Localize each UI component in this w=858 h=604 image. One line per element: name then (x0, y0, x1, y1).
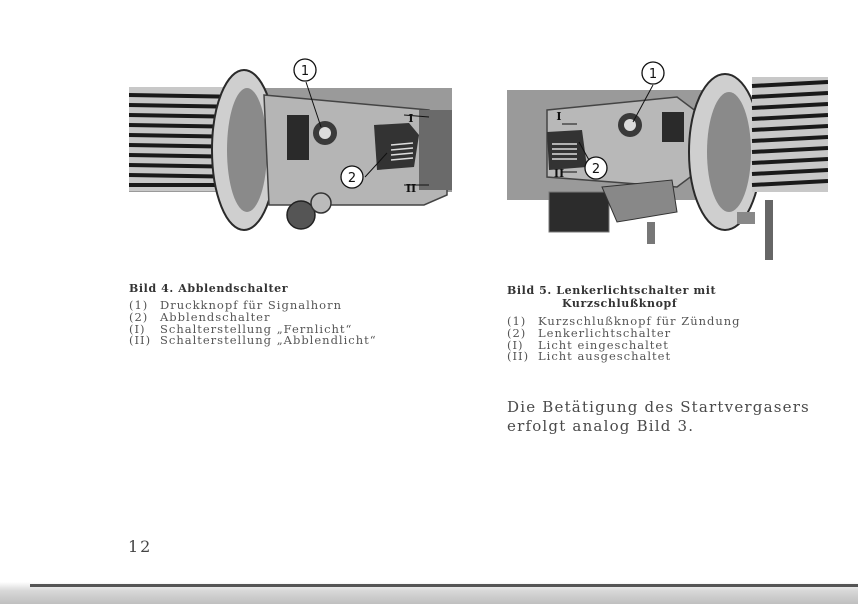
legend-number: (2) (507, 325, 527, 340)
figure-5-title-line-1: Bild 5. Lenkerlichtschalter mit (507, 284, 717, 297)
legend-text: Licht ausgeschaltet (538, 349, 672, 364)
figure-4-photo (129, 55, 452, 245)
fig4-roman-1: I (408, 112, 414, 125)
legend-number: (1) (507, 314, 527, 328)
figure-4-title: Bild 4. Abblendschalter (129, 282, 289, 295)
fig4-roman-2: II (405, 182, 417, 195)
legend-text: Lenkerlichtschalter (538, 325, 672, 340)
legend-number: (II) (507, 349, 530, 364)
figure-5-legend (507, 316, 741, 363)
fig5-roman-1: I (556, 110, 562, 123)
body-paragraph (507, 398, 810, 436)
legend-number: (I) (129, 321, 146, 336)
legend-text: Schalterstellung „Fernlicht“ (160, 321, 353, 336)
fig4-callout-1: 1 (300, 64, 310, 79)
legend-text: Licht eingeschaltet (538, 337, 669, 352)
legend-number: (2) (129, 309, 149, 324)
body-line-2: erfolgt analog Bild 3. (507, 417, 695, 435)
page-bottom-edge (30, 584, 858, 587)
fig5-callout-1: 1 (648, 67, 658, 82)
body-line-1: Die Betätigung des Startvergasers (507, 398, 810, 416)
legend-text: Kurzschlußknopf für Zündung (538, 314, 741, 328)
legend-number: (I) (507, 337, 524, 352)
fig5-callout-2: 2 (591, 162, 601, 177)
fig4-callout-2: 2 (347, 171, 357, 186)
fig5-roman-2: II (553, 167, 565, 180)
figure-4-legend (129, 300, 377, 347)
figure-5-title (507, 284, 716, 310)
figure-5-title-line-2: Kurzschlußknopf (562, 297, 678, 310)
legend-number: (1) (129, 298, 149, 312)
legend-text: Druckknopf für Signalhorn (160, 298, 343, 312)
legend-text: Schalterstellung „Abblendlicht“ (160, 333, 377, 348)
page-number: 12 (128, 537, 153, 556)
figure-5-photo (507, 52, 828, 267)
legend-text: Abblendschalter (160, 309, 271, 324)
legend-item (129, 335, 377, 347)
legend-item (507, 351, 741, 363)
legend-number: (II) (129, 333, 152, 348)
